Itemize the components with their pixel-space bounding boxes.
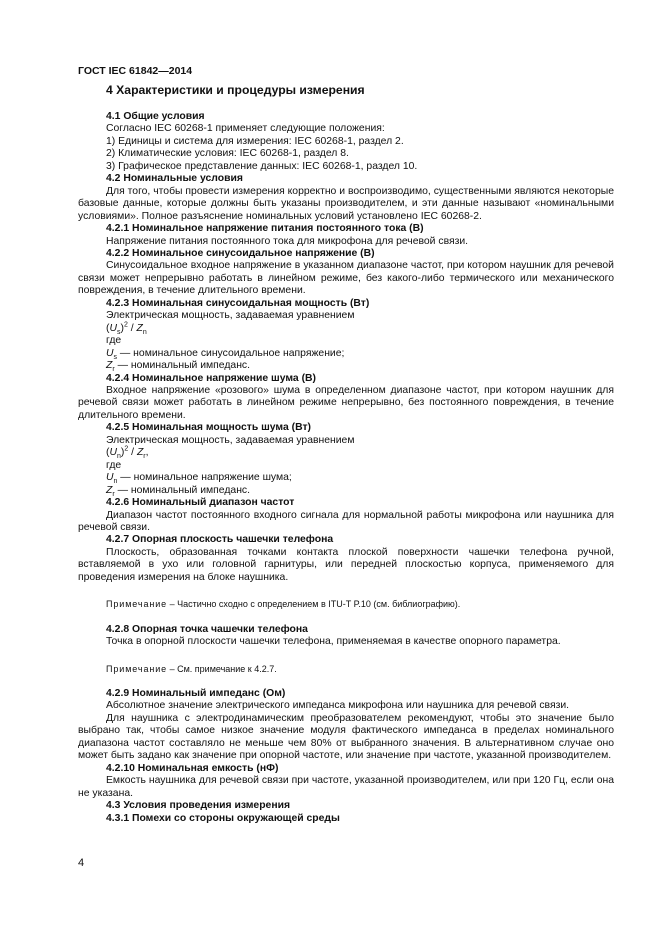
heading-4-2-1: 4.2.1 Номинальное напряжение питания постоянного тока (В) [106,223,424,235]
paragraph: Диапазон частот постоянного входного сигнала для нормальной работы микрофона или наушника для речевой связи. [78,509,614,533]
heading-4-2-3: 4.2.3 Номинальная синусоидальная мощность (Вт) [106,297,370,309]
heading-4-2-9: 4.2.9 Номинальный импеданс (Ом) [106,688,286,700]
note: Примечание – Частично сходно с определением в ITU-T P.10 (см. библиографию). [106,599,461,610]
paragraph: Плоскость, образованная точками контакта плоской поверхности чашечки телефона ручной, вставляемой в ухо или головной гарнитуры, или передней плоскостью корпуса, применяемого для проведения измерения на блоке наушника. [78,546,614,583]
heading-4-2-10: 4.2.10 Номинальная емкость (нФ) [106,762,279,774]
definition-item: $Z_r$ — номинальный импеданс. [106,484,251,498]
heading-4-2-7: 4.2.7 Опорная плоскость чашечки телефона [106,534,334,546]
heading-4-3: 4.3 Условия проведения измерения [106,800,291,812]
where-label: где [106,335,122,347]
page-number: 4 [78,857,85,869]
heading-4-2-2: 4.2.2 Номинальное синусоидальное напряжение (В) [106,247,375,259]
heading-4-2: 4.2 Номинальные условия [106,173,243,185]
heading-4-3-1: 4.3.1 Помехи со стороны окружающей среды [106,812,340,824]
paragraph: Входное напряжение «розового» шума в определенном диапазоне частот, при котором наушник для речевой связи может работать в линейном режиме непрерывно, без постоянного повреждения, в течение длительного времени. [78,384,614,421]
paragraph: Электрическая мощность, задаваемая уравнением [106,434,355,446]
section-title: 4 Характеристики и процедуры измерения [106,83,365,97]
page-content [78,83,614,825]
paragraph: Емкость наушника для речевой связи при частоте, указанной производителем, или при 120 Гц, если она не указана. [78,775,614,799]
heading-4-2-8: 4.2.8 Опорная точка чашечки телефона [106,623,308,635]
formula: $(U_n)^2 / Z_r$, [106,445,149,461]
paragraph: Напряжение питания постоянного тока для микрофона для речевой связи. [106,235,469,247]
list-item: 1) Единицы и система для измерения: IEC 60268-1, раздел 2. [106,135,404,147]
paragraph: Синусоидальное входное напряжение в указанном диапазоне частот, при котором наушник для речевой связи может непрерывно работать в линейном режиме, без какого-либо термического или механического повреждения, в течение длительного времени. [78,260,614,297]
standard-code: ГОСТ IEC 61842—2014 [78,65,193,77]
list-item: 2) Климатические условия: IEC 60268-1, раздел 8. [106,148,349,160]
list-item: 3) Графическое представление данных: IEC 60268-1, раздел 10. [106,160,418,172]
definition-item: $U_n$ — номинальное напряжение шума; [106,472,292,486]
paragraph: Точка в опорной плоскости чашечки телефона, применяемая в качестве опорного параметра. [106,636,561,648]
paragraph: Абсолютное значение электрического импеданса микрофона или наушника для речевой связи. [106,700,570,712]
paragraph: Согласно IEC 60268-1 применяет следующие положения: [106,123,385,135]
formula: $(U_s)^2 / Z_n$ [106,321,147,336]
heading-4-2-6: 4.2.6 Номинальный диапазон частот [106,497,295,509]
heading-4-2-4: 4.2.4 Номинальное напряжение шума (В) [106,372,316,384]
paragraph: Для того, чтобы провести измерения корректно и воспроизводимо, существенными являются некоторые базовые данные, которые должны быть указаны производителем, и эти данные называют «номинальными условиями». Полное разъяснение номинальных условий установлено IEC 60268-2. [78,185,614,222]
definition-item: $Z_r$ — номинальный импеданс. [106,360,251,374]
paragraph: Электрическая мощность, задаваемая уравнением [106,310,355,322]
heading-4-2-5: 4.2.5 Номинальная мощность шума (Вт) [106,422,312,434]
paragraph: Для наушника с электродинамическим преобразователем рекомендуют, чтобы это значение было выбрано так, чтобы самое низкое значение модуля фактического импеданса в пределах номинального диапазона частот составляло не меньше чем 80% от выбранного значения. В альтернативном случае оно может быть задано как значение при опорной частоте, или значение при частоте, указанной производителем. [78,712,614,762]
where-label: где [106,459,122,471]
heading-4-1: 4.1 Общие условия [106,111,205,122]
definition-item: $U_s$ — номинальное синусоидальное напряжение; [106,347,345,361]
note: Примечание – См. примечание к 4.2.7. [106,663,277,674]
